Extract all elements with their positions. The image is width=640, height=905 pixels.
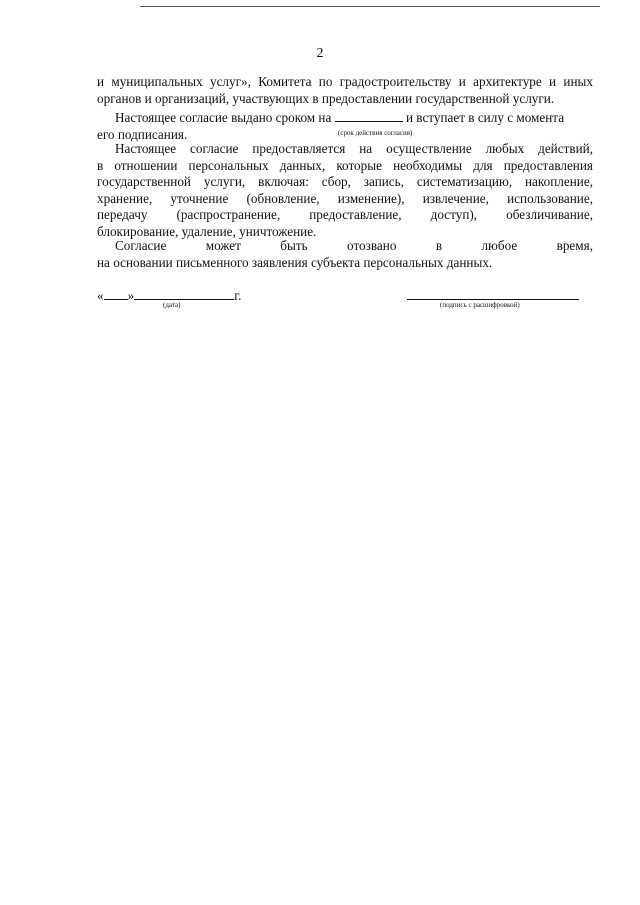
signature-line[interactable] — [407, 299, 579, 300]
consent-term-field[interactable] — [335, 109, 403, 122]
paragraph-2-line-2: его подписания. — [97, 126, 188, 142]
date-open-quote: « — [97, 288, 104, 303]
paragraph-3-line-3: государственной услуги, включая: сбор, запись, систематизацию, накопление, — [97, 174, 593, 189]
date-year-suffix: г. — [234, 288, 242, 303]
paragraph-3 — [97, 141, 593, 240]
consent-effective-text: и вступает в силу с момента — [405, 110, 565, 125]
date-day-field[interactable] — [104, 287, 128, 300]
paragraph-3-line-2: в отношении персональных данных, которые необходимы для предоставления — [97, 157, 593, 173]
paragraph-2 — [97, 109, 593, 143]
paragraph-1 — [97, 74, 593, 107]
paragraph-1-line-2: органов и организаций, участвующих в предоставлении государственной услуги. — [97, 90, 555, 106]
paragraph-3-line-1: Настоящее согласие предоставляется на осуществление любых действий, — [115, 141, 593, 156]
date-caption: (дата) — [163, 301, 181, 309]
paragraph-4 — [97, 238, 593, 271]
page-number: 2 — [316, 46, 324, 61]
signature-caption: (подпись с расшифровкой) — [440, 301, 520, 309]
paragraph-4-line-2: на основании письменного заявления субъекта персональных данных. — [97, 254, 493, 270]
date-close-quote: » — [127, 288, 135, 303]
paragraph-2-line-1 — [97, 109, 593, 127]
date-month-field[interactable] — [134, 287, 234, 300]
top-rule — [140, 6, 600, 7]
paragraph-1-line-1: и муниципальных услуг», Комитета по градостроительству и архитектуре и иных — [97, 74, 593, 89]
consent-term-label: Настоящее согласие выдано сроком на — [115, 110, 332, 125]
paragraph-3-line-5: передачу (распространение, предоставление, доступ), обезличивание, — [97, 207, 593, 222]
paragraph-3-line-4: хранение, уточнение (обновление, изменение), извлечение, использование, — [97, 190, 593, 206]
paragraph-3-line-6: блокирование, удаление, уничтожение. — [97, 223, 317, 239]
consent-term-caption: (срок действия согласия) — [338, 129, 413, 137]
paragraph-4-line-1: Согласие может быть отозвано в любое время, — [115, 238, 593, 253]
